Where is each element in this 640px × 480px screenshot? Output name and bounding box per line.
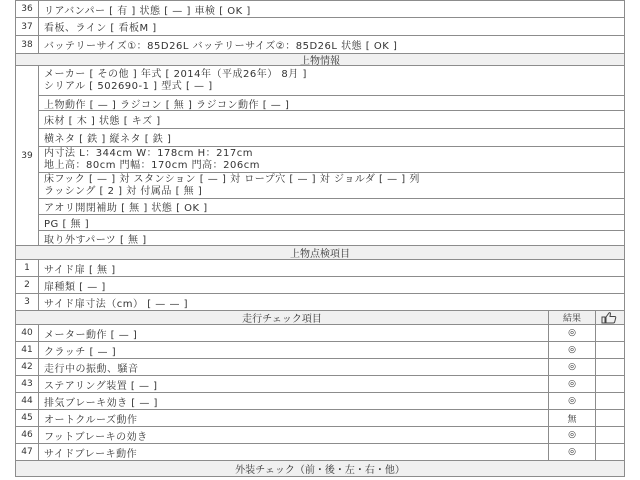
upper-op-text: 上物動作 [ — ] ラジコン [ 無 ] ラジコン動作 [ — ] xyxy=(44,99,290,111)
row-text: 扉種類 [ — ] xyxy=(44,281,106,293)
result-cell: 無 xyxy=(548,410,596,426)
row-text: 排気ブレーキ効き [ — ] xyxy=(44,397,158,409)
table-row xyxy=(15,277,625,294)
row-number: 3 xyxy=(16,294,39,310)
table-row xyxy=(15,393,625,410)
section-title: 上物情報 xyxy=(300,56,340,67)
result-cell: ◎ xyxy=(548,393,596,409)
table-row xyxy=(15,359,625,376)
section-header-upper-check xyxy=(15,246,625,260)
thumbs-up-icon xyxy=(594,311,624,324)
row-number: 36 xyxy=(16,1,39,17)
table-row xyxy=(15,294,625,311)
section-title: 上物点検項目 xyxy=(290,249,350,260)
section-header-drive-check xyxy=(15,311,625,325)
result-header: 結果 xyxy=(548,311,596,324)
row-text: 走行中の振動、騒音 xyxy=(44,363,139,375)
dims-line-1: 内寸法 L：344cm W：178cm H：217cm xyxy=(44,147,253,159)
table-row xyxy=(15,0,625,18)
serial-line: シリアル [ 502690-1 ] 型式 [ — ] xyxy=(44,80,213,92)
table-row xyxy=(15,260,625,277)
row-text: ステアリング装置 [ — ] xyxy=(44,380,158,392)
floor-text: 床材 [ 木 ] 状態 [ キズ ] xyxy=(44,116,161,127)
dims-cell xyxy=(38,147,624,173)
row-number: 40 xyxy=(16,325,39,341)
row-number: 41 xyxy=(16,342,39,358)
maker-line: メーカー [ その他 ] 年式 [ 2014年（平成26年） 8月 ] xyxy=(44,68,307,80)
row-text: バッテリーサイズ①：85D26L バッテリーサイズ②：85D26L 状態 [ OK ] xyxy=(44,41,398,52)
parts-cell xyxy=(38,231,624,246)
section-header-exterior xyxy=(15,461,625,477)
row-number: 44 xyxy=(16,393,39,409)
row-number: 43 xyxy=(16,376,39,392)
table-row xyxy=(15,410,625,427)
row-text: サイド扉 [ 無 ] xyxy=(44,264,116,276)
section-title: 走行チェック項目 xyxy=(242,314,322,325)
row-number: 45 xyxy=(16,410,39,426)
section-header-upper-info xyxy=(15,54,625,66)
hooks-line-1: 床フック [ — ] 対 スタンション [ — ] 対 ロープ穴 [ — ] 対 ジョルダ [ — ] 列 xyxy=(44,173,420,185)
table-row xyxy=(15,444,625,461)
result-cell: ◎ xyxy=(548,376,596,392)
row-text: メーター動作 [ — ] xyxy=(44,329,138,341)
nets-text: 横ネタ [ 鉄 ] 縦ネタ [ 鉄 ] xyxy=(44,134,172,145)
item-39-block xyxy=(15,66,625,246)
pg-cell xyxy=(38,215,624,231)
row-number: 2 xyxy=(16,277,39,293)
maker-serial-cell xyxy=(38,66,624,96)
row-text: クラッチ [ — ] xyxy=(44,346,117,358)
row-text: サイドブレーキ動作 xyxy=(44,448,138,460)
result-cell: ◎ xyxy=(548,427,596,443)
table-row xyxy=(15,325,625,342)
row-text: 看板、ライン [ 看板M ] xyxy=(44,23,157,34)
row-number: 46 xyxy=(16,427,39,443)
table-row xyxy=(15,376,625,393)
row-text: フットブレーキの効き xyxy=(44,431,148,443)
nets-cell xyxy=(38,129,624,147)
upper-op-cell xyxy=(38,96,624,111)
table-row xyxy=(15,427,625,444)
row-number: 37 xyxy=(16,18,39,35)
aori-cell xyxy=(38,199,624,215)
row-text: リアバンパー [ 有 ] 状態 [ — ] 車検 [ OK ] xyxy=(44,5,251,17)
table-row xyxy=(15,342,625,359)
row-number: 38 xyxy=(16,36,39,53)
row-text: サイド扉寸法（cm） [ — — ] xyxy=(44,298,189,310)
inspection-sheet xyxy=(15,0,625,480)
row-number: 47 xyxy=(16,444,39,460)
pg-text: PG [ 無 ] xyxy=(44,219,90,230)
floor-cell xyxy=(38,111,624,129)
row-text: オートクルーズ動作 xyxy=(44,414,138,426)
aori-text: アオリ開閉補助 [ 無 ] 状態 [ OK ] xyxy=(44,203,208,214)
result-cell: ◎ xyxy=(548,342,596,358)
section-title: 外装チェック（前・後・左・右・他） xyxy=(235,465,405,476)
result-cell: ◎ xyxy=(548,444,596,460)
table-row xyxy=(15,18,625,36)
hooks-cell xyxy=(38,173,624,199)
result-cell: ◎ xyxy=(548,325,596,341)
parts-text: 取り外すパーツ [ 無 ] xyxy=(44,235,147,246)
row-number: 42 xyxy=(16,359,39,375)
dims-line-2: 地上高：80cm 門幅：170cm 門高：206cm xyxy=(44,159,260,171)
hooks-line-2: ラッシング [ 2 ] 対 付属品 [ 無 ] xyxy=(44,185,203,197)
row-number: 1 xyxy=(16,260,39,276)
row-number: 39 xyxy=(16,66,39,245)
result-cell: ◎ xyxy=(548,359,596,375)
